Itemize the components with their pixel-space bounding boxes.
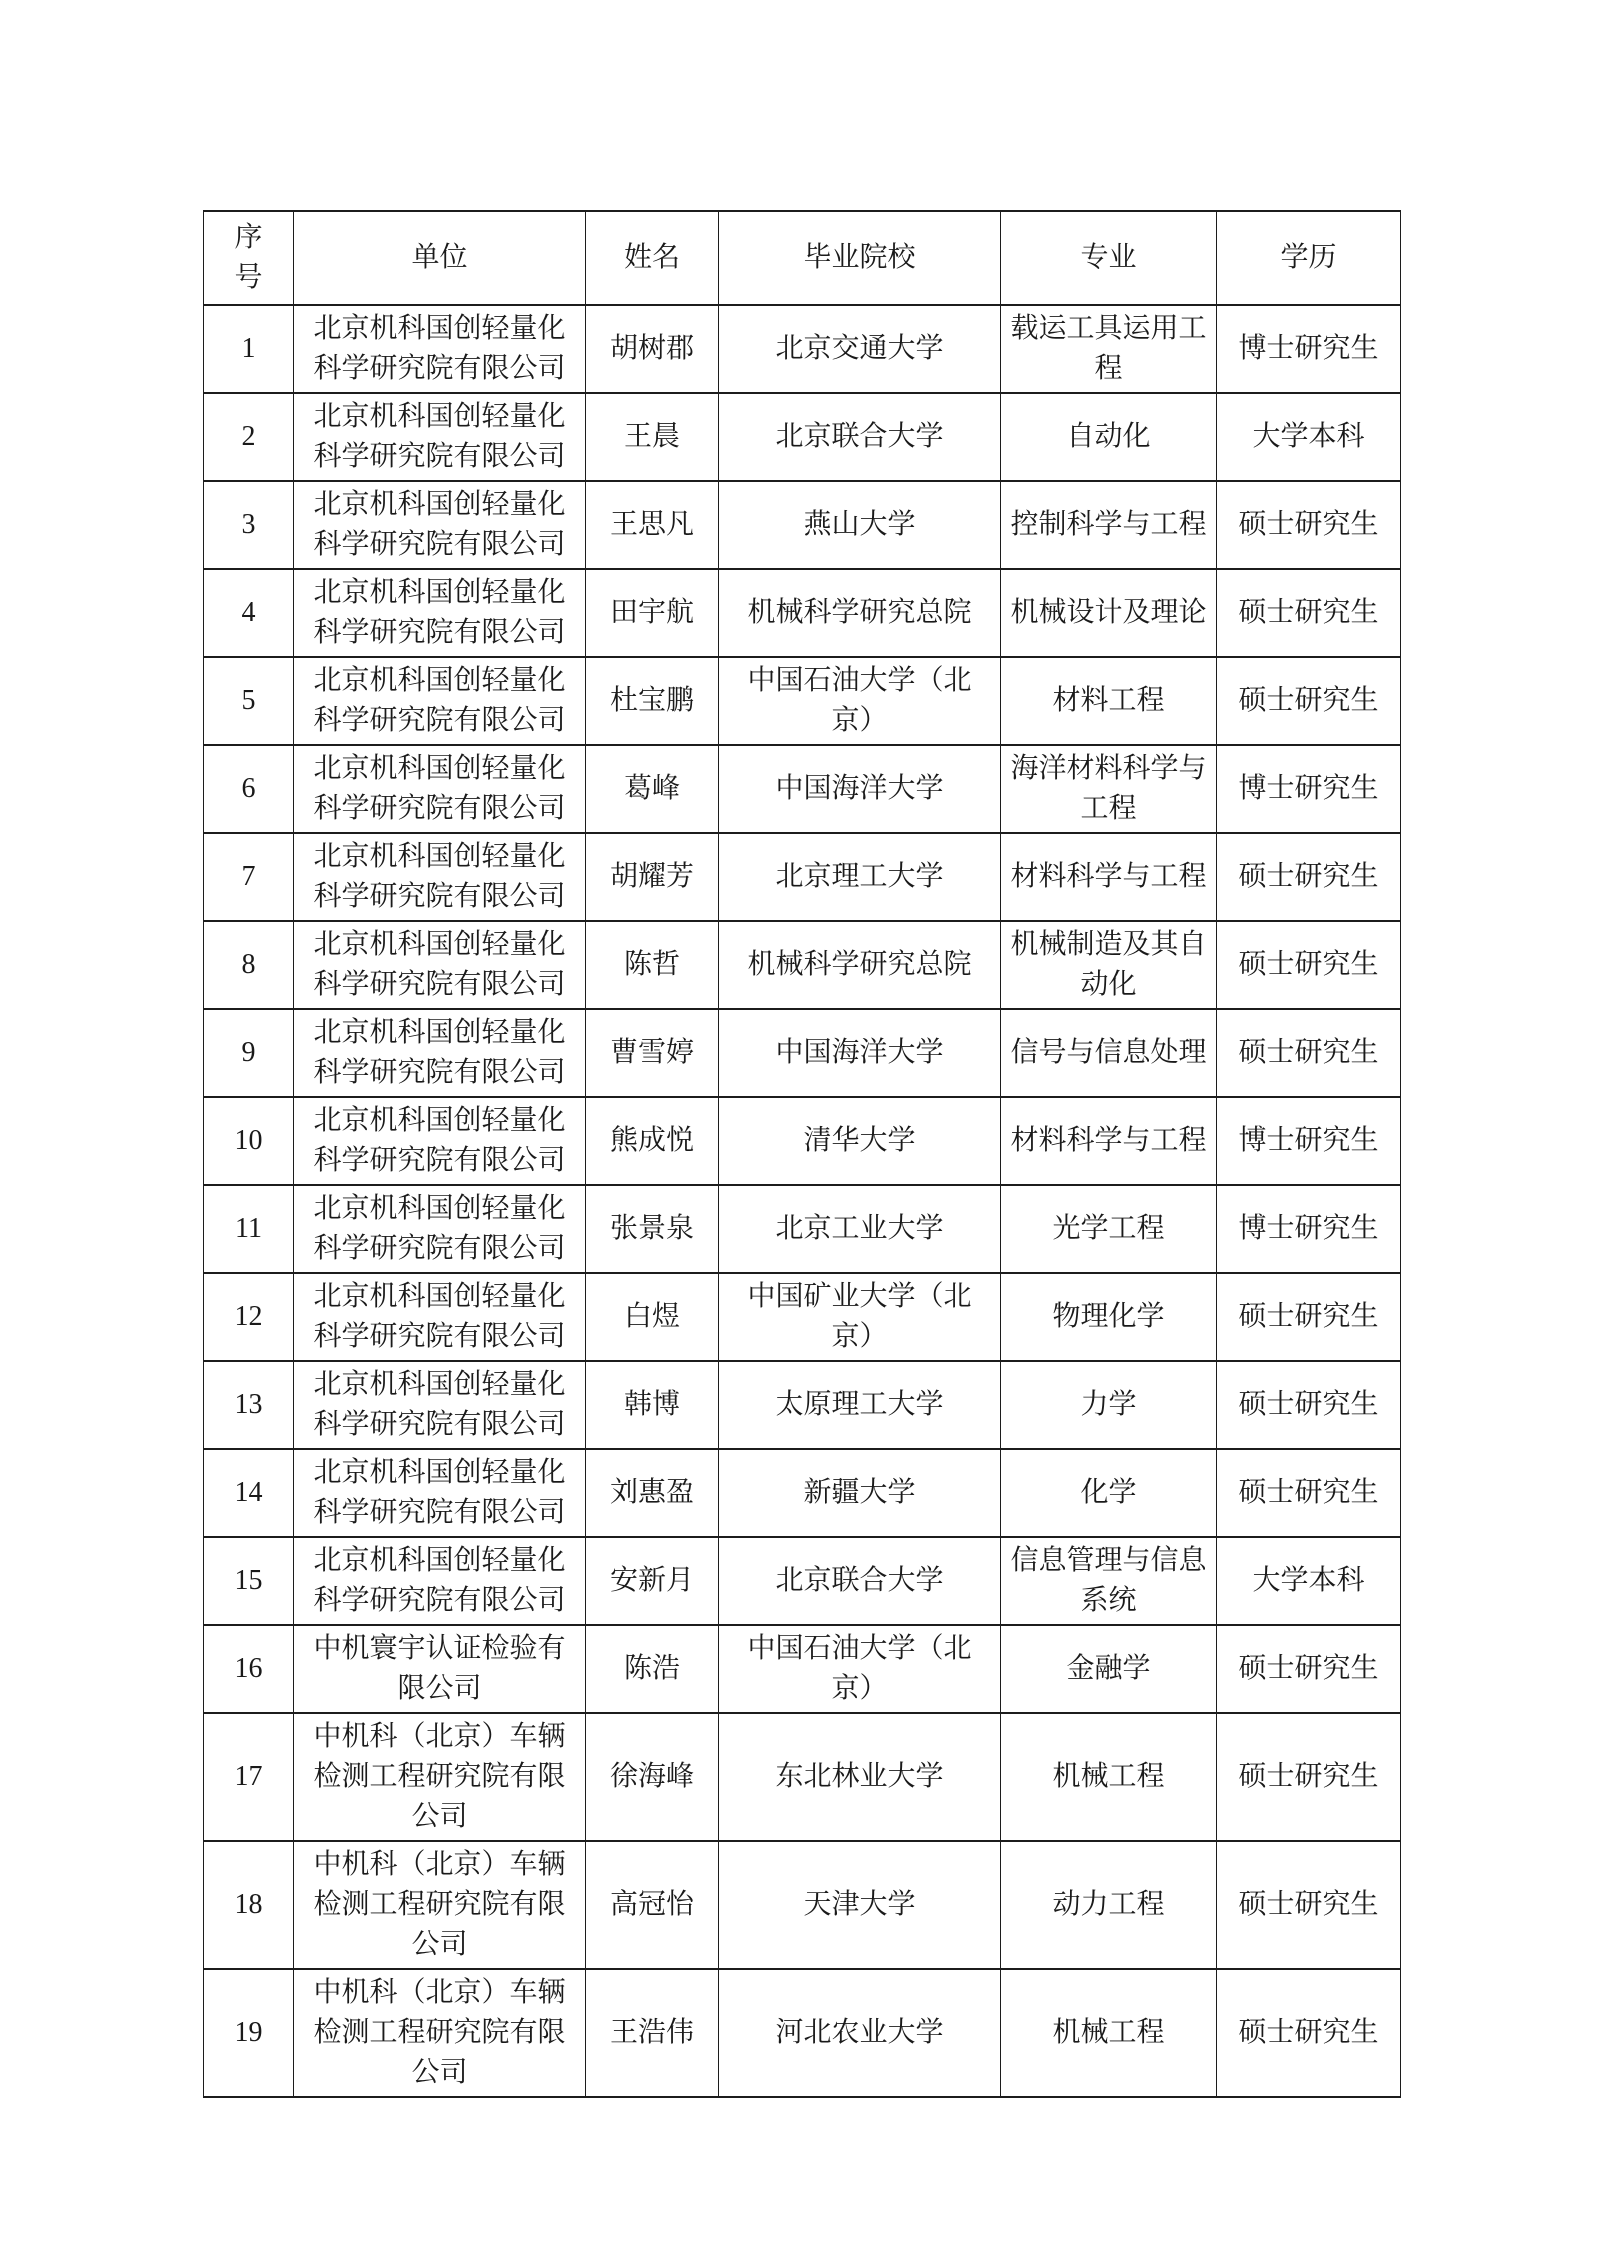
table-row (204, 1969, 1401, 2097)
table-row (204, 921, 1401, 1009)
cell-index: 2 (204, 393, 294, 481)
cell-degree: 硕士研究生 (1217, 657, 1401, 745)
cell-major: 材料工程 (1001, 657, 1217, 745)
column-header-organization: 单位 (294, 211, 586, 305)
cell-organization: 北京机科国创轻量化科学研究院有限公司 (294, 1273, 586, 1361)
column-header-degree: 学历 (1217, 211, 1401, 305)
cell-major: 力学 (1001, 1361, 1217, 1449)
cell-index: 17 (204, 1713, 294, 1841)
cell-index: 15 (204, 1537, 294, 1625)
cell-major: 光学工程 (1001, 1185, 1217, 1273)
table-row (204, 1713, 1401, 1841)
cell-school: 北京交通大学 (719, 305, 1001, 393)
cell-major: 信息管理与信息系统 (1001, 1537, 1217, 1625)
cell-school: 河北农业大学 (719, 1969, 1001, 2097)
cell-organization: 北京机科国创轻量化科学研究院有限公司 (294, 1185, 586, 1273)
cell-name: 王思凡 (586, 481, 719, 569)
cell-organization: 北京机科国创轻量化科学研究院有限公司 (294, 393, 586, 481)
table-row (204, 569, 1401, 657)
column-header-major: 专业 (1001, 211, 1217, 305)
cell-major: 自动化 (1001, 393, 1217, 481)
cell-degree: 硕士研究生 (1217, 1273, 1401, 1361)
cell-school: 机械科学研究总院 (719, 921, 1001, 1009)
cell-name: 高冠怡 (586, 1841, 719, 1969)
cell-degree: 硕士研究生 (1217, 1841, 1401, 1969)
graduates-table (203, 210, 1401, 2098)
cell-degree: 硕士研究生 (1217, 481, 1401, 569)
cell-major: 动力工程 (1001, 1841, 1217, 1969)
cell-index: 9 (204, 1009, 294, 1097)
cell-degree: 硕士研究生 (1217, 1449, 1401, 1537)
cell-index: 11 (204, 1185, 294, 1273)
cell-index: 5 (204, 657, 294, 745)
cell-major: 化学 (1001, 1449, 1217, 1537)
cell-index: 16 (204, 1625, 294, 1713)
cell-organization: 北京机科国创轻量化科学研究院有限公司 (294, 833, 586, 921)
column-header-index: 序号 (204, 211, 294, 305)
cell-degree: 硕士研究生 (1217, 569, 1401, 657)
cell-index: 13 (204, 1361, 294, 1449)
cell-index: 14 (204, 1449, 294, 1537)
cell-organization: 北京机科国创轻量化科学研究院有限公司 (294, 1097, 586, 1185)
cell-degree: 硕士研究生 (1217, 1969, 1401, 2097)
cell-name: 王晨 (586, 393, 719, 481)
cell-school: 机械科学研究总院 (719, 569, 1001, 657)
cell-index: 8 (204, 921, 294, 1009)
cell-index: 3 (204, 481, 294, 569)
cell-school: 中国海洋大学 (719, 745, 1001, 833)
cell-name: 白煜 (586, 1273, 719, 1361)
cell-organization: 北京机科国创轻量化科学研究院有限公司 (294, 1009, 586, 1097)
cell-school: 北京工业大学 (719, 1185, 1001, 1273)
cell-organization: 北京机科国创轻量化科学研究院有限公司 (294, 1537, 586, 1625)
cell-index: 12 (204, 1273, 294, 1361)
cell-organization: 中机科（北京）车辆检测工程研究院有限公司 (294, 1841, 586, 1969)
cell-name: 田宇航 (586, 569, 719, 657)
cell-school: 中国矿业大学（北京） (719, 1273, 1001, 1361)
table-row (204, 1273, 1401, 1361)
cell-major: 机械工程 (1001, 1713, 1217, 1841)
cell-degree: 博士研究生 (1217, 1097, 1401, 1185)
table-row (204, 1009, 1401, 1097)
cell-organization: 北京机科国创轻量化科学研究院有限公司 (294, 305, 586, 393)
cell-major: 机械设计及理论 (1001, 569, 1217, 657)
table-row (204, 1449, 1401, 1537)
cell-major: 信号与信息处理 (1001, 1009, 1217, 1097)
cell-school: 清华大学 (719, 1097, 1001, 1185)
table-row (204, 657, 1401, 745)
cell-name: 陈浩 (586, 1625, 719, 1713)
cell-degree: 硕士研究生 (1217, 833, 1401, 921)
table-row (204, 833, 1401, 921)
table-row (204, 1185, 1401, 1273)
cell-index: 19 (204, 1969, 294, 2097)
column-header-name: 姓名 (586, 211, 719, 305)
cell-degree: 硕士研究生 (1217, 1361, 1401, 1449)
cell-degree: 博士研究生 (1217, 1185, 1401, 1273)
cell-school: 天津大学 (719, 1841, 1001, 1969)
cell-degree: 硕士研究生 (1217, 1625, 1401, 1713)
cell-name: 安新月 (586, 1537, 719, 1625)
cell-organization: 北京机科国创轻量化科学研究院有限公司 (294, 657, 586, 745)
cell-name: 胡树郡 (586, 305, 719, 393)
table-row (204, 1625, 1401, 1713)
cell-organization: 北京机科国创轻量化科学研究院有限公司 (294, 1449, 586, 1537)
column-header-school: 毕业院校 (719, 211, 1001, 305)
cell-organization: 中机科（北京）车辆检测工程研究院有限公司 (294, 1713, 586, 1841)
table-row (204, 1097, 1401, 1185)
cell-name: 张景泉 (586, 1185, 719, 1273)
cell-major: 载运工具运用工程 (1001, 305, 1217, 393)
cell-major: 控制科学与工程 (1001, 481, 1217, 569)
cell-school: 中国海洋大学 (719, 1009, 1001, 1097)
cell-major: 物理化学 (1001, 1273, 1217, 1361)
cell-major: 机械制造及其自动化 (1001, 921, 1217, 1009)
cell-name: 刘惠盈 (586, 1449, 719, 1537)
table-row (204, 1361, 1401, 1449)
cell-school: 新疆大学 (719, 1449, 1001, 1537)
cell-school: 燕山大学 (719, 481, 1001, 569)
cell-degree: 大学本科 (1217, 393, 1401, 481)
table-header-row (204, 211, 1401, 305)
table-row (204, 1841, 1401, 1969)
cell-degree: 大学本科 (1217, 1537, 1401, 1625)
cell-school: 中国石油大学（北京） (719, 1625, 1001, 1713)
cell-major: 材料科学与工程 (1001, 1097, 1217, 1185)
cell-organization: 北京机科国创轻量化科学研究院有限公司 (294, 569, 586, 657)
cell-major: 海洋材料科学与工程 (1001, 745, 1217, 833)
cell-organization: 北京机科国创轻量化科学研究院有限公司 (294, 481, 586, 569)
cell-index: 6 (204, 745, 294, 833)
cell-major: 金融学 (1001, 1625, 1217, 1713)
cell-name: 韩博 (586, 1361, 719, 1449)
cell-degree: 博士研究生 (1217, 305, 1401, 393)
cell-school: 东北林业大学 (719, 1713, 1001, 1841)
cell-degree: 硕士研究生 (1217, 1009, 1401, 1097)
cell-name: 曹雪婷 (586, 1009, 719, 1097)
cell-index: 18 (204, 1841, 294, 1969)
cell-major: 机械工程 (1001, 1969, 1217, 2097)
table-row (204, 305, 1401, 393)
cell-school: 中国石油大学（北京） (719, 657, 1001, 745)
cell-major: 材料科学与工程 (1001, 833, 1217, 921)
table-row (204, 745, 1401, 833)
cell-index: 10 (204, 1097, 294, 1185)
table-body (204, 305, 1401, 2097)
cell-degree: 硕士研究生 (1217, 921, 1401, 1009)
cell-index: 7 (204, 833, 294, 921)
cell-school: 北京理工大学 (719, 833, 1001, 921)
cell-organization: 中机科（北京）车辆检测工程研究院有限公司 (294, 1969, 586, 2097)
cell-degree: 博士研究生 (1217, 745, 1401, 833)
table-row (204, 481, 1401, 569)
cell-name: 陈哲 (586, 921, 719, 1009)
cell-name: 王浩伟 (586, 1969, 719, 2097)
cell-organization: 中机寰宇认证检验有限公司 (294, 1625, 586, 1713)
document-page (203, 210, 1401, 2098)
cell-name: 徐海峰 (586, 1713, 719, 1841)
cell-name: 胡耀芳 (586, 833, 719, 921)
cell-name: 葛峰 (586, 745, 719, 833)
cell-organization: 北京机科国创轻量化科学研究院有限公司 (294, 745, 586, 833)
cell-school: 太原理工大学 (719, 1361, 1001, 1449)
table-row (204, 393, 1401, 481)
cell-index: 4 (204, 569, 294, 657)
table-row (204, 1537, 1401, 1625)
cell-name: 杜宝鹏 (586, 657, 719, 745)
cell-name: 熊成悦 (586, 1097, 719, 1185)
cell-degree: 硕士研究生 (1217, 1713, 1401, 1841)
cell-school: 北京联合大学 (719, 1537, 1001, 1625)
cell-index: 1 (204, 305, 294, 393)
cell-school: 北京联合大学 (719, 393, 1001, 481)
cell-organization: 北京机科国创轻量化科学研究院有限公司 (294, 921, 586, 1009)
cell-organization: 北京机科国创轻量化科学研究院有限公司 (294, 1361, 586, 1449)
